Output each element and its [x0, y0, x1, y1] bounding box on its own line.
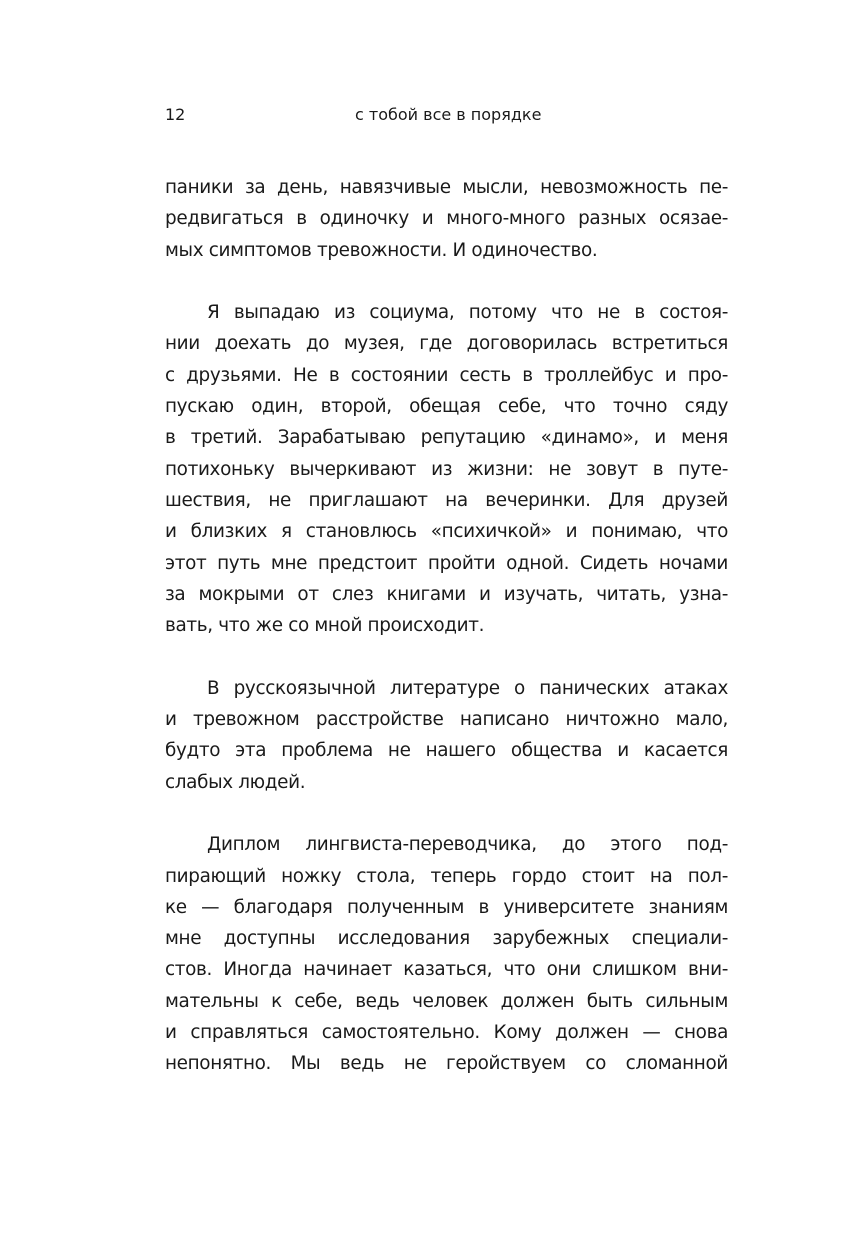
text-line: мательны к себе, ведь человек должен быть сильным	[165, 990, 728, 1012]
text-line: и близких я становлюсь «психичкой» и понимаю, что	[165, 521, 728, 543]
text-line: мых симптомов тревожности. И одиночество.	[165, 239, 598, 261]
text-line: редвигаться в одиночку и много-много разных осязае-	[165, 208, 728, 230]
text-line: ке — благодаря полученным в университете знаниям	[165, 896, 728, 918]
text-line: В русскоязычной литературе о панических атаках	[207, 677, 728, 699]
text-line: нии доехать до музея, где договорилась встретиться	[165, 333, 728, 355]
running-title: с тобой все в порядке	[355, 105, 542, 124]
page-number: 12	[165, 105, 186, 124]
paragraph-3	[165, 673, 728, 798]
text-line: в третий. Зарабатываю репутацию «динамо», и меня	[165, 427, 728, 449]
text-line: пускаю один, второй, обещая себе, что точно сяду	[165, 396, 728, 418]
paragraph-1	[165, 172, 728, 266]
text-line: за мокрыми от слез книгами и изучать, читать, узна-	[165, 583, 728, 605]
text-line: и справляться самостоятельно. Кому должен — снова	[165, 1022, 728, 1044]
text-line: вать, что же со мной происходит.	[165, 615, 485, 637]
paragraph-4	[165, 829, 728, 1079]
text-line: будто эта проблема не нашего общества и касается	[165, 740, 728, 762]
text-line: и тревожном расстройстве написано ничтожно мало,	[165, 709, 728, 731]
text-line: этот путь мне предстоит пройти одной. Сидеть ночами	[165, 552, 728, 574]
text-line: пирающий ножку стола, теперь гордо стоит на пол-	[165, 865, 728, 887]
text-line: Я выпадаю из социума, потому что не в состоя-	[207, 302, 728, 324]
text-line: слабых людей.	[165, 771, 306, 793]
text-line: паники за день, навязчивые мысли, невозможность пе-	[165, 177, 728, 198]
paragraph-2	[165, 297, 728, 641]
text-line: мне доступны исследования зарубежных специали-	[165, 928, 728, 950]
text-line: стов. Иногда начинает казаться, что они слишком вни-	[165, 959, 728, 981]
text-line: с друзьями. Не в состоянии сесть в троллейбус и про-	[165, 364, 728, 386]
text-line: непонятно. Мы ведь не геройствуем со сломанной	[165, 1053, 728, 1075]
running-header	[165, 103, 728, 127]
text-line: потихоньку вычеркивают из жизни: не зовут в путе-	[165, 458, 728, 480]
text-line: шествия, не приглашают на вечеринки. Для друзей	[165, 489, 728, 511]
body-text	[165, 172, 728, 1080]
text-line: Диплом лингвиста-переводчика, до этого под-	[207, 834, 728, 856]
